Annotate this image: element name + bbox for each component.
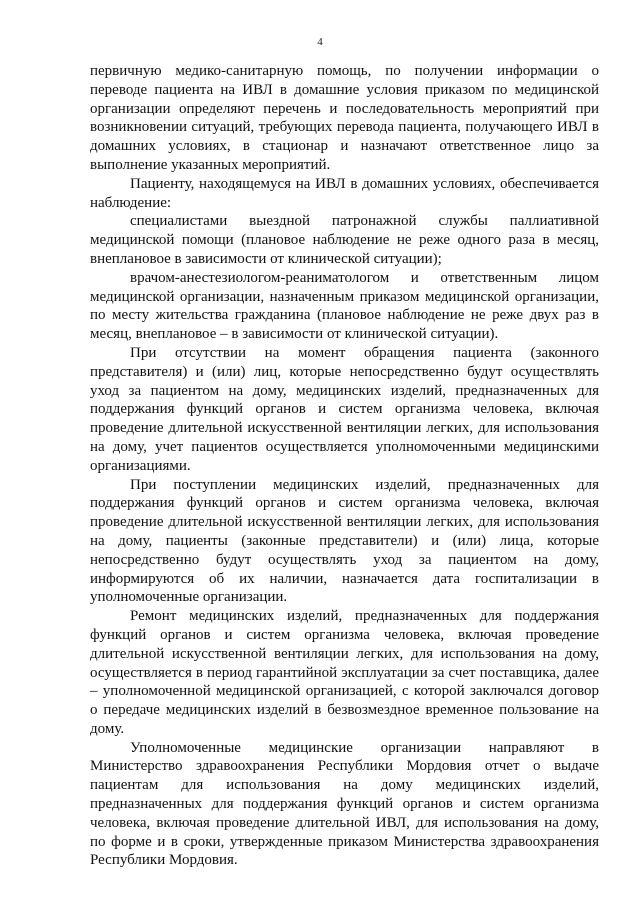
paragraph-anesthesiologist: врачом-анестезиологом-реаниматологом и ответственным лицом медицинской организации, назначенным приказом медицинской организации, по месту жительства гражданина (плановое наблюдение не реже двух раз в месяц, внеплановое – в зависимости от клинической ситуации).: [90, 269, 599, 343]
paragraph-palliative-specialists: специалистами выездной патронажной службы паллиативной медицинской помощи (плановое наблюдение не реже одного раза в месяц, внеплановое в зависимости от клинической ситуации);: [90, 213, 599, 267]
paragraph-reporting: Уполномоченные медицинские организации направляют в Министерство здравоохранения Республики Мордовия отчет о выдаче пациентам для использования на дому медицинских изделий, предназначенных для поддержания функций органов и систем организма человека, включая проведение длительной ИВЛ, для использования на дому, по форме и в сроки, утвержденные приказом Министерства здравоохранения Республики Мордовия.: [90, 739, 599, 869]
page-number: 4: [317, 36, 323, 48]
document-body: [90, 62, 599, 870]
paragraph-continuation: первичную медико-санитарную помощь, по получении информации о переводе пациента на ИВЛ в домашние условия приказом по медицинской организации определяют перечень и последовательность мероприятий при возникновении ситуаций, требующих перевода пациента, получающего ИВЛ в домашних условиях, в стационар и назначают ответственное лицо за выполнение указанных мероприятий.: [90, 63, 599, 173]
paragraph-observation-intro: Пациенту, находящемуся на ИВЛ в домашних условиях, обеспечивается наблюдение:: [90, 175, 599, 211]
paragraph-device-repair: Ремонт медицинских изделий, предназначенных для поддержания функций органов и систем организма человека, включая проведение длительной искусственной вентиляции легких, для использования на дому, осуществляется в период гарантийной эксплуатации за счет поставщика, далее – уполномоченной медицинской организацией, с которой заключался договор о передаче медицинских изделий в безвозмездное временное пользование на дому.: [90, 608, 599, 737]
paragraph-absence-of-devices: При отсутствии на момент обращения пациента (законного представителя) и (или) лиц, которые непосредственно будут осуществлять уход за пациентом на дому, медицинских изделий, предназначенных для поддержания функций органов и систем организма человека, включая проведение длительной искусственной вентиляции легких, для использования на дому, учет пациентов осуществляется уполномоченными медицинскими организациями.: [90, 344, 599, 474]
paragraph-receipt-of-devices: При поступлении медицинских изделий, предназначенных для поддержания функций органов и систем организма человека, включая проведение длительной искусственной вентиляции легких, для использования на дому, пациенты (законные представители) и (или) лица, которые непосредственно будут осуществлять уход за пациентом на дому, информируются об их наличии, назначается дата госпитализации в уполномоченные организации.: [90, 476, 599, 606]
